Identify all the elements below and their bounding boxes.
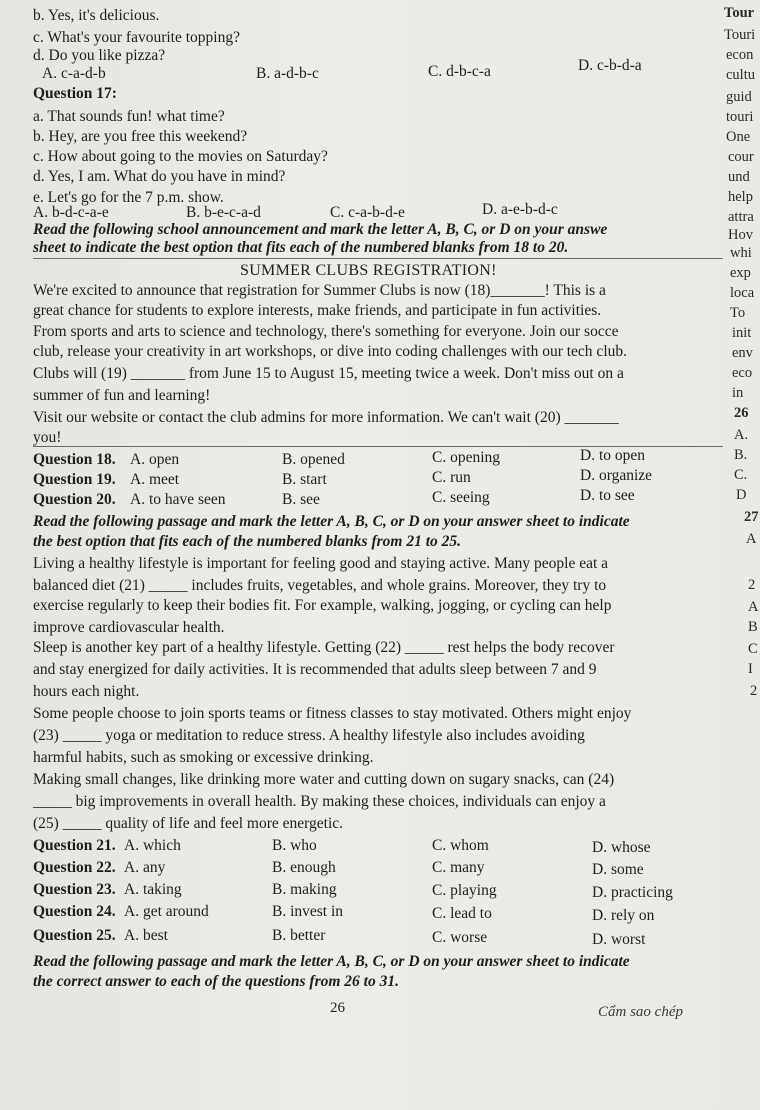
passage-line: exercise regularly to keep their bodies fit. For example, walking, jogging, or cycling can help [33,597,612,614]
dialogue-line: c. What's your favourite topping? [33,29,240,46]
passage-line: Sleep is another key part of a healthy lifestyle. Getting (22) _____ rest helps the body recover [33,639,615,656]
question-number: Question 23. [33,881,116,898]
option-d: D. rely on [592,907,655,924]
option-c: C. run [432,469,471,486]
passage-line: From sports and arts to science and technology, there's something for everyone. Join our socce [33,323,619,340]
edge-text: touri [726,109,754,125]
edge-text: loca [730,285,755,301]
passage-line: hours each night. [33,683,140,700]
option-d: D. some [592,861,644,878]
edge-text: To [730,305,746,321]
option-b: B. a-d-b-c [256,65,319,82]
section-instruction: the best option that fits each of the numbered blanks from 21 to 25. [33,533,461,550]
option-a: A. c-a-d-b [42,65,106,82]
edge-text: 2 [748,577,756,593]
edge-text: Touri [724,27,756,43]
option-a: A. to have seen [130,491,226,508]
passage-line: (23) _____ yoga or meditation to reduce stress. A healthy lifestyle also includes avoiding [33,727,585,744]
edge-text: init [732,325,752,341]
option-a: A. meet [130,471,180,488]
option-d: D. c-b-d-a [578,57,642,74]
option-a: A. open [130,451,180,468]
question-number: Question 19. [33,471,116,488]
option-c: C. worse [432,929,488,946]
edge-text: whi [730,245,752,261]
passage-line: Living a healthy lifestyle is important for feeling good and staying active. Many people eat a [33,555,609,572]
edge-text: B. [734,447,748,463]
option-c: C. many [432,859,485,876]
edge-text: env [732,345,753,361]
option-d: D. to open [580,447,646,464]
edge-text: 26 [734,405,749,421]
section-instruction: Read the following passage and mark the letter A, B, C, or D on your answer sheet to indicate [33,953,630,970]
option-d: D. worst [592,931,646,948]
handwritten-note: Cẩm sao chép [598,1004,683,1020]
edge-text: exp [730,265,751,281]
option-b: B. see [282,491,320,508]
announcement-title: SUMMER CLUBS REGISTRATION! [240,262,497,279]
passage-line: Clubs will (19) _______ from June 15 to August 15, meeting twice a week. Don't miss out on a [33,365,624,382]
passage-line: (25) _____ quality of life and feel more energetic. [33,815,344,832]
edge-text: cour [728,149,754,165]
edge-text: 2 [750,683,758,699]
question-number: Question 18. [33,451,116,468]
dialogue-line: b. Yes, it's delicious. [33,7,160,24]
option-c: C. opening [432,449,501,466]
option-d: D. a-e-b-d-c [482,201,558,218]
passage-line: you! [33,429,62,446]
option-a: A. any [124,859,166,876]
option-b: B. better [272,927,326,944]
dialogue-line: c. How about going to the movies on Saturday? [33,148,328,165]
passage-line: club, release your creativity in art workshops, or dive into coding challenges with our tech club. [33,343,627,360]
passage-line: balanced diet (21) _____ includes fruits, vegetables, and whole grains. Moreover, they try to [33,577,607,594]
edge-text: B [748,619,758,635]
option-c: C. whom [432,837,489,854]
edge-text: A [746,531,757,547]
option-a: A. best [124,927,168,944]
edge-text: cultu [726,67,755,83]
option-b: B. start [282,471,327,488]
edge-text: A [748,599,759,615]
option-c: C. c-a-b-d-e [330,204,405,221]
passage-line: Some people choose to join sports teams or fitness classes to stay motivated. Others might enjoy [33,705,632,722]
passage-line: We're excited to announce that registration for Summer Clubs is now (18)_______! This is a [33,282,606,299]
question-number: Question 25. [33,927,116,944]
dialogue-line: e. Let's go for the 7 p.m. show. [33,189,224,206]
box-top-border [33,258,723,259]
passage-line: summer of fun and learning! [33,387,211,404]
edge-text: C [748,641,758,657]
section-instruction: Read the following school announcement and mark the letter A, B, C, or D on your answe [33,221,608,238]
dialogue-line: b. Hey, are you free this weekend? [33,128,248,145]
passage-line: great chance for students to explore interests, make friends, and participate in fun activities. [33,302,602,319]
question-number: Question 21. [33,837,116,854]
option-b: B. b-e-c-a-d [186,204,261,221]
edge-text: help [728,189,753,205]
dialogue-line: d. Yes, I am. What do you have in mind? [33,168,286,185]
edge-text: und [728,169,750,185]
edge-text: eco [732,365,753,381]
option-b: B. enough [272,859,336,876]
edge-text: econ [726,47,754,63]
option-d: D. organize [580,467,653,484]
option-b: B. making [272,881,337,898]
option-c: C. lead to [432,905,492,922]
option-a: A. which [124,837,181,854]
option-b: B. opened [282,451,345,468]
section-instruction: sheet to indicate the best option that fits each of the numbered blanks from 18 to 20. [33,239,569,256]
passage-line: harmful habits, such as smoking or excessive drinking. [33,749,374,766]
edge-text: Hov [728,227,753,243]
question-17-title: Question 17: [33,85,117,102]
passage-line: _____ big improvements in overall health. By making these choices, individuals can enjoy a [33,793,606,810]
option-b: B. who [272,837,317,854]
option-a: A. taking [124,881,182,898]
dialogue-line: a. That sounds fun! what time? [33,108,225,125]
passage-line: Visit our website or contact the club admins for more information. We can't wait (20) _______ [33,409,619,426]
edge-text: C. [734,467,748,483]
passage-line: and stay energized for daily activities. It is recommended that adults sleep between 7 and 9 [33,661,597,678]
passage-line: improve cardiovascular health. [33,619,225,636]
edge-text: in [732,385,744,401]
option-a: A. get around [124,903,209,920]
option-c: C. d-b-c-a [428,63,491,80]
section-instruction: the correct answer to each of the questions from 26 to 31. [33,973,399,990]
passage-line: Making small changes, like drinking more water and cutting down on sugary snacks, can (24) [33,771,615,788]
option-d: D. practicing [592,884,673,901]
option-d: D. whose [592,839,651,856]
option-a: A. b-d-c-a-e [33,204,109,221]
option-c: C. playing [432,882,497,899]
question-number: Question 20. [33,491,116,508]
edge-text: One [726,129,751,145]
question-number: Question 24. [33,903,116,920]
dialogue-line: d. Do you like pizza? [33,47,166,64]
option-d: D. to see [580,487,635,504]
edge-text: I [748,661,753,677]
option-b: B. invest in [272,903,344,920]
page-number: 26 [330,1000,345,1016]
question-number: Question 22. [33,859,116,876]
edge-text: attra [728,209,754,225]
edge-text: guid [726,89,752,105]
section-instruction: Read the following passage and mark the letter A, B, C, or D on your answer sheet to indicate [33,513,630,530]
edge-text: Tour [724,5,755,21]
edge-text: A. [734,427,749,443]
option-c: C. seeing [432,489,490,506]
edge-text: D [736,487,747,503]
edge-text: 27 [744,509,759,525]
